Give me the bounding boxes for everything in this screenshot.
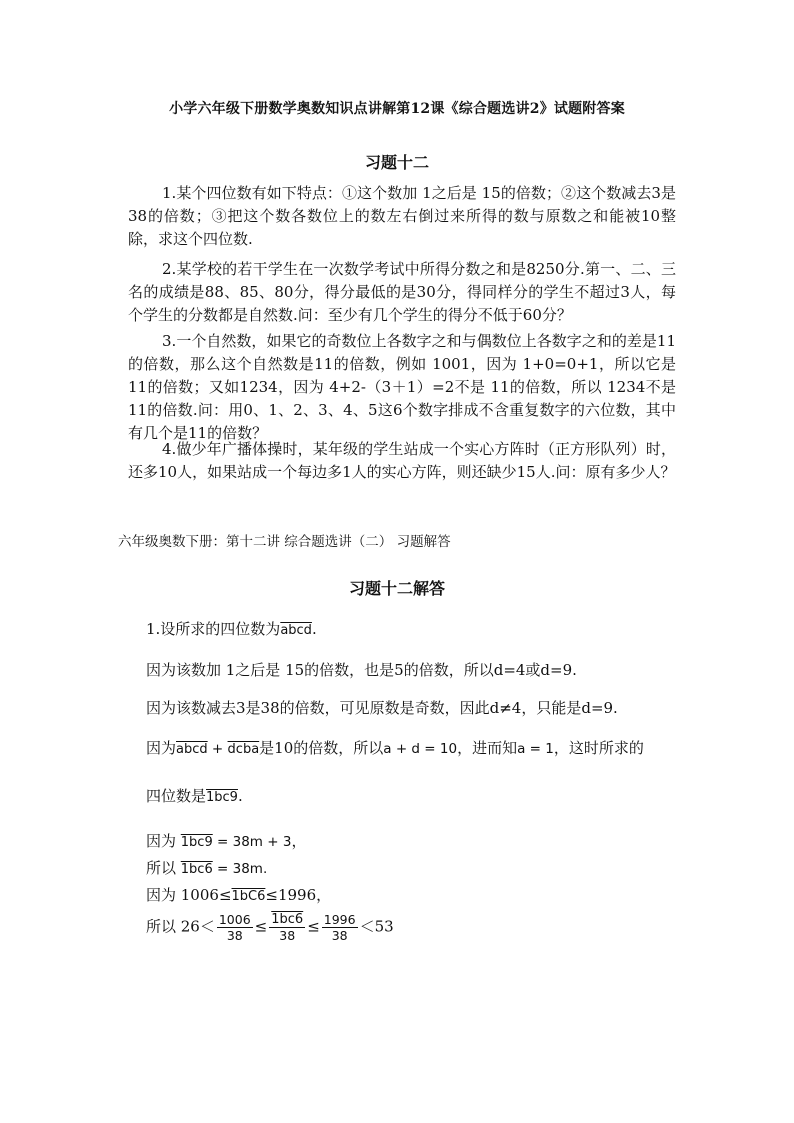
equation: = 38m. bbox=[212, 861, 268, 877]
answer-text: 所以 bbox=[146, 859, 181, 877]
answer-text: ，这时所求的 bbox=[553, 739, 644, 757]
answer-line-5 bbox=[146, 785, 243, 806]
answer-text: . bbox=[237, 787, 243, 805]
le-sign: ≤ bbox=[307, 917, 320, 936]
plus-sign: + bbox=[207, 741, 228, 757]
answer-text: 因为 bbox=[146, 832, 181, 850]
equation: = 38m + 3 bbox=[212, 834, 292, 850]
answer-text: ，进而知 bbox=[457, 739, 518, 757]
answer-line-6 bbox=[146, 830, 306, 851]
problem-2: 2.某学校的若干学生在一次数学考试中所得分数之和是8250分.第一、二、三名的成绩是88、85、80分，得分最低的是30分，得同样分的学生不超过3人，每个学生的分数都是自然数.问：至少有几个学生的得分不低于60分？ bbox=[128, 260, 676, 324]
answer-subtitle: 六年级奥数下册：第十二讲 综合题选讲（二） 习题解答 bbox=[118, 534, 451, 550]
answer-line-8 bbox=[146, 884, 331, 905]
overlined-number: 1bC6 bbox=[231, 889, 266, 904]
fraction-denominator: 38 bbox=[226, 928, 243, 943]
fraction-numerator: 1bc6 bbox=[271, 912, 304, 927]
answer-text: 四位数是 bbox=[146, 787, 207, 805]
answer-text: ≤1996， bbox=[265, 886, 332, 904]
answer-text: 是10的倍数，所以 bbox=[259, 739, 384, 757]
overlined-number: dcba bbox=[227, 742, 260, 757]
answer-text: 1.设所求的四位数为 bbox=[146, 620, 281, 638]
problem-3: 3.一个自然数，如果它的奇数位上各数字之和与偶数位上各数字之和的差是11的倍数，那么这个自然数是11的倍数，例如 1001，因为 1+0=0+1，所以它是 11的倍数；又如1234，因为 4+2-（3＋1）=2不是 11的倍数，所以 1234不是11的倍数.问：用0、1、2、3、4、5这6个数字排成不含重复数字的六位数，其中有几个是11的倍数？ bbox=[128, 332, 676, 442]
answer-line-9 bbox=[146, 912, 394, 943]
answer-text: 因为 bbox=[146, 739, 177, 757]
fraction-denominator: 38 bbox=[279, 928, 296, 943]
equation: a = 1 bbox=[517, 741, 554, 757]
answer-line-4 bbox=[146, 737, 644, 758]
exercise-heading: 习题十二 bbox=[364, 153, 429, 172]
answer-line-7 bbox=[146, 857, 267, 878]
fraction-numerator: 1996 bbox=[323, 912, 356, 927]
answer-text: ＜53 bbox=[359, 917, 394, 936]
overlined-number: abcd bbox=[176, 742, 208, 757]
fraction bbox=[322, 912, 358, 943]
overlined-number: 1bc9 bbox=[206, 790, 238, 805]
answer-text: 因为 1006≤ bbox=[146, 886, 232, 904]
fraction-numerator: 1006 bbox=[218, 912, 251, 927]
problem-4: 4.做少年广播体操时，某年级的学生站成一个实心方阵时（正方形队列）时，还多10人，如果站成一个每边多1人的实心方阵，则还缺少15人.问：原有多少人？ bbox=[128, 440, 676, 481]
answer-text: 所以 26＜ bbox=[146, 917, 215, 936]
fraction-denominator: 38 bbox=[331, 928, 348, 943]
overlined-number: abcd bbox=[280, 623, 312, 638]
answer-line-3: 因为该数减去3是38的倍数，可见原数是奇数，因此d≠4，只能是d=9. bbox=[146, 699, 618, 717]
equation: a + d = 10 bbox=[383, 741, 458, 757]
answer-line-2: 因为该数加 1之后是 15的倍数，也是5的倍数，所以d=4或d=9. bbox=[146, 661, 577, 679]
fraction bbox=[217, 912, 253, 943]
problem-1: 1.某个四位数有如下特点：①这个数加 1之后是 15的倍数；②这个数减去3是38的倍数；③把这个数各数位上的数左右倒过来所得的数与原数之和能被10整除，求这个四位数. bbox=[128, 184, 676, 248]
overlined-number: 1bc9 bbox=[180, 835, 213, 850]
answer-heading: 习题十二解答 bbox=[348, 579, 445, 598]
overlined-number: 1bc6 bbox=[180, 862, 213, 877]
answer-text: . bbox=[311, 620, 317, 638]
fraction bbox=[269, 912, 305, 943]
answer-text: ， bbox=[291, 832, 307, 850]
answer-line-1 bbox=[146, 618, 317, 639]
document-title: 小学六年级下册数学奥数知识点讲解第12课《综合题选讲2》试题附答案 bbox=[169, 101, 625, 117]
le-sign: ≤ bbox=[254, 917, 268, 936]
